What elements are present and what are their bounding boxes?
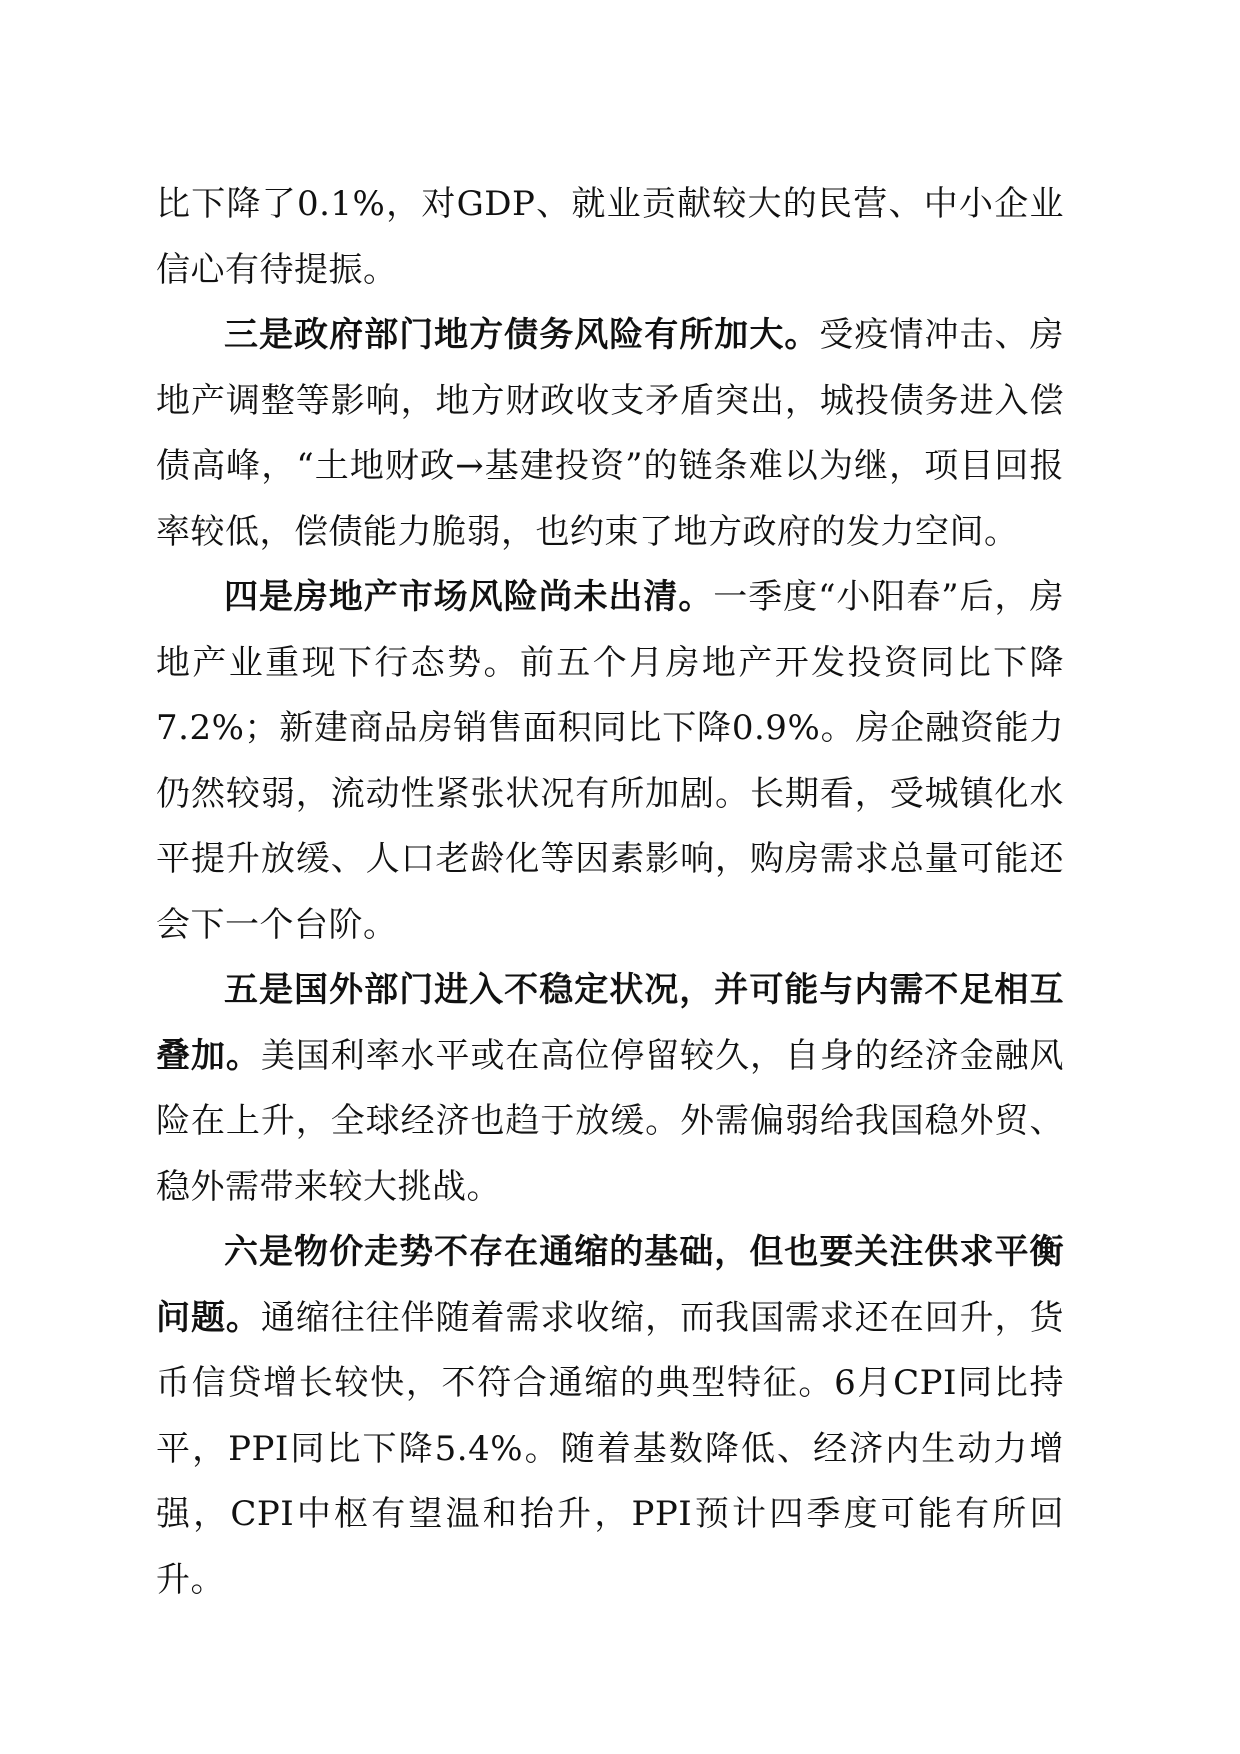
paragraph-foreign-sector-risk (156, 958, 1064, 1220)
paragraph-text: 美国利率水平或在高位停留较久，自身的经济金融风险在上升，全球经济也趋于放缓。外需偏弱给我国稳外贸、稳外需带来较大挑战。 (156, 1035, 1065, 1207)
document-page (156, 172, 1064, 1613)
paragraph-heading: 三是政府部门地方债务风险有所加大。 (224, 315, 820, 355)
paragraph-text: 一季度“小阳春”后，房地产业重现下行态势。前五个月房地产开发投资同比下降7.2%；新建商品房销售面积同比下降0.9%。房企融资能力仍然较弱，流动性紧张状况有所加剧。长期看，受城镇化水平提升放缓、人口老龄化等因素影响，购房需求总量可能还会下一个台阶。 (156, 577, 1065, 945)
paragraph-real-estate-risk (156, 565, 1064, 958)
paragraph-heading: 四是房地产市场风险尚未出清。 (224, 577, 714, 617)
paragraph-price-trend (156, 1220, 1064, 1613)
paragraph-continuation (156, 172, 1064, 303)
paragraph-heading: 六是物价走势不存在通缩的基础，但也要关注供求平衡问题。 (156, 1232, 1064, 1338)
paragraph-text: 通缩往往伴随着需求收缩，而我国需求还在回升，货币信贷增长较快，不符合通缩的典型特征。6月CPI同比持平，PPI同比下降5.4%。随着基数降低、经济内生动力增强，CPI中枢有望温和抬升，PPI预计四季度可能有所回升。 (156, 1297, 1065, 1600)
paragraph-text: 受疫情冲击、房地产调整等影响，地方财政收支矛盾突出，城投债务进入偿债高峰，“土地财政→基建投资”的链条难以为继，项目回报率较低，偿债能力脆弱，也约束了地方政府的发力空间。 (156, 315, 1065, 552)
paragraph-text: 比下降了0.1%，对GDP、就业贡献较大的民营、中小企业信心有待提振。 (156, 184, 1064, 290)
paragraph-local-debt-risk (156, 303, 1064, 565)
paragraph-heading: 五是国外部门进入不稳定状况，并可能与内需不足相互叠加。 (156, 970, 1064, 1076)
